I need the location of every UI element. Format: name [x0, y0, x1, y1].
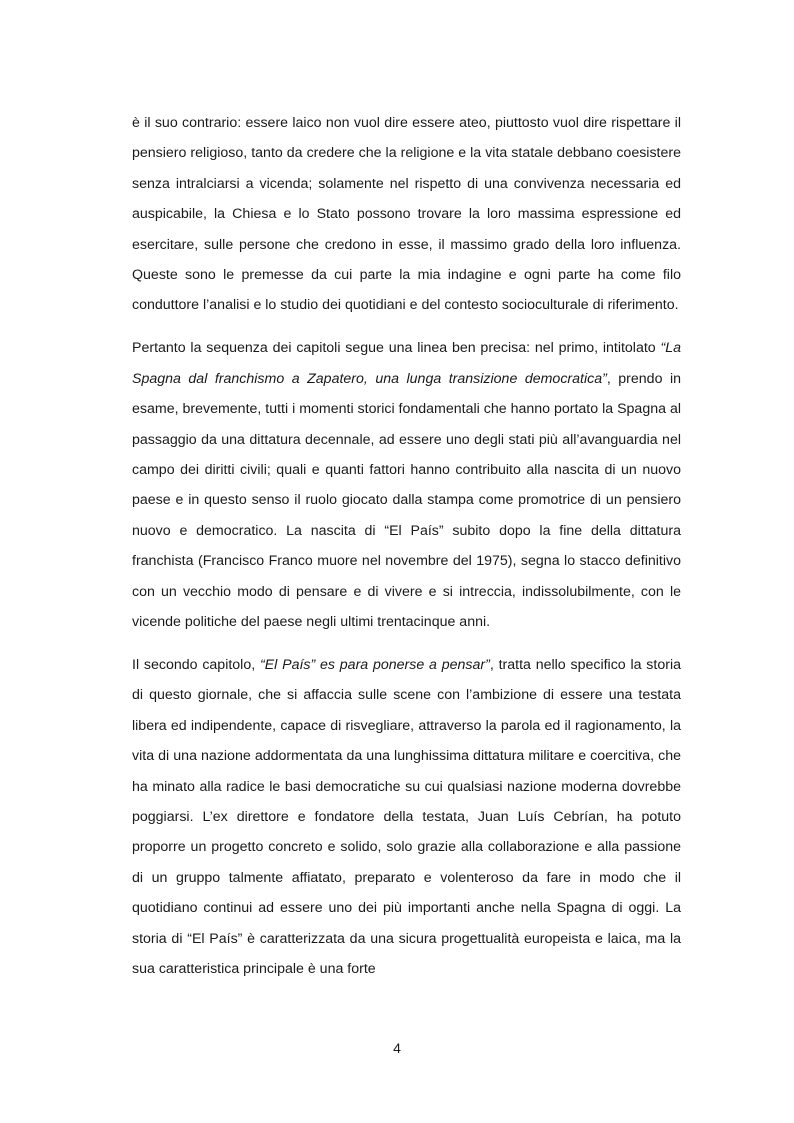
paragraph-2-text-rest: , prendo in esame, brevemente, tutti i momenti storici fondamentali che hanno portato la Spagna al passaggio da una dittatura decennale, ad essere uno degli stati più all’avanguardia nel campo dei diritti civili; quali e quanti fattori hanno contribuito alla nascita di un nuovo paese e in questo senso il ruolo giocato dalla stampa come promotrice di un pensiero nuovo e democratico. La nascita di “El País” subito dopo la fine della dittatura franchista (Francisco Franco muore nel novembre del 1975), segna lo stacco definitivo con un vecchio modo di pensare e di vivere e si intreccia, indissolubilmente, con le vicende politiche del paese negli ultimi trentacinque anni. [132, 370, 682, 630]
paragraph-2-text-start: Pertanto la sequenza dei capitoli segue una linea ben precisa: nel primo, intitolato [132, 340, 661, 357]
paragraph-1-text: è il suo contrario: essere laico non vuol dire essere ateo, piuttosto vuol dire rispettare il pensiero religioso, tanto da credere che la religione e la vita statale debbano coesistere senza intralciarsi a vicenda; solamente nel rispetto di una convivenza necessaria ed auspicabile, la Chiesa e lo Stato possono trovare la loro massima espressione ed esercitare, sulle persone che credono in esse, il massimo grado della loro influenza. Queste sono le premesse da cui parte la mia indagine e ogni parte ha come filo conduttore l’analisi e lo studio dei quotidiani e del contesto socioculturale di riferimento. [132, 115, 681, 314]
page-number: 4 [393, 1040, 401, 1056]
body-text [132, 108, 681, 984]
paragraph-1 [132, 108, 681, 321]
paragraph-3-text-rest: , tratta nello specifico la storia di questo giornale, che si affaccia sulle scene con l’ambizione di essere una testata libera ed indipendente, capace di risvegliare, attraverso la parola ed il ragionamento, la vita di una nazione addormentata da una lunghissima dittatura militare e coercitiva, che ha minato alla radice le basi democratiche su cui qualsiasi nazione moderna dovrebbe poggiarsi. L’ex direttore e fondatore della testata, Juan Luís Cebrían, ha potuto proporre un progetto concreto e solido, solo grazie alla collaborazione e alla passione di un gruppo talmente affiatato, preparato e volenteroso da fare in modo che il quotidiano continui ad essere uno dei più importanti anche nella Spagna di oggi. La storia di “El País” è caratterizzata da una sicura progettualità europeista e laica, ma la sua caratteristica principale è una forte [132, 656, 682, 977]
chapter-2-title: “El País” es para ponerse a pensar” [259, 656, 490, 673]
paragraph-3 [132, 650, 681, 984]
paragraph-3-text-start: Il secondo capitolo, [132, 656, 260, 673]
chapter-1-title: “La Spagna dal franchismo a Zapatero, una lunga transizione democratica” [132, 340, 681, 387]
paragraph-2 [132, 333, 681, 637]
